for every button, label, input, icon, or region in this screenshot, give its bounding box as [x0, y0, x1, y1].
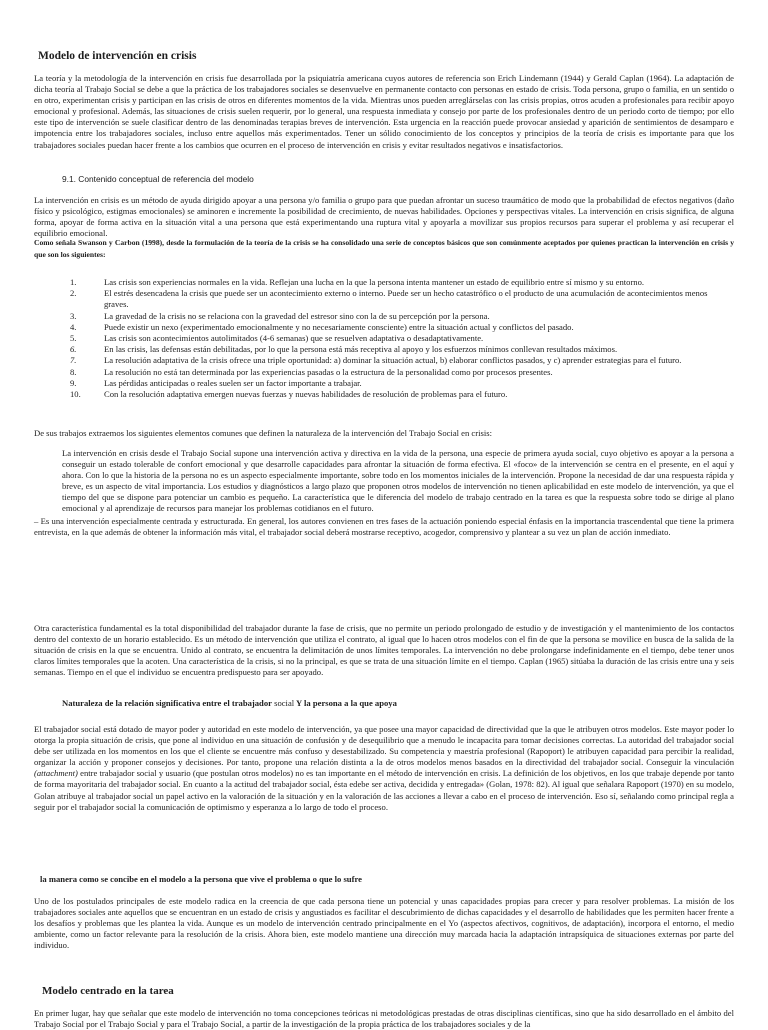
common-elements-paragraph: De sus trabajos extraemos los siguientes elementos comunes que definen la naturaleza de la intervención del Trabajo Social en crisis: — [34, 428, 492, 438]
list-item-number: 5. — [70, 333, 77, 344]
person-paragraph: Uno de los postulados principales de este modelo radica en la creencia de que cada persona tiene un potencial y unas capacidades propias para crecer y para resolver problemas. La misión de los trabajadores sociales ante aquellos que se encuentran en un estado de crisis y angustiados es facilitar el descubrimiento de dichas capacidades y el desarrollo de habilidades que les permiten hacer frente a los desafíos y problemas que les plantea la vida. Aunque es un modelo de intervención centrado principalmente en el Yo (aspectos afectivos, cognitivos, de adaptación), incorpora el entorno, el medio ambiente, como un factor relevante para la resolución de la crisis. Ahora bien, este modelo mantiene una dirección muy marcada hacia la adaptación intrapsíquica de situaciones externas por parte del individuo. — [34, 896, 734, 951]
section-title: Modelo de intervención en crisis — [38, 50, 197, 62]
definition-paragraph: La intervención en crisis es un método de ayuda dirigido apoyar a una persona y/o familia o grupo para que puedan afrontar un suceso traumático de modo que la probabilidad de efectos negativos (daño físico y psicológico, estigmas emocionales) se aminoren e incremente la posibilidad de crecimiento, de nuevas habilidades. Opciones y perspectivas vitales. La intervención en crisis significa, de alguna forma, apoyar de forma activa en la situación vital a una persona que está experimentando una ruptura vital y apoyarla a movilizar sus propios recursos para superar el problema y así recuperar el equilibrio emocional. — [34, 195, 734, 239]
intro-paragraph: La teoría y la metodología de la intervención en crisis fue desarrollada por la psiquiatría americana cuyos autores de referencia son Erich Lindemann (1944) y Gerald Caplan (1964). La adaptación de dicha teoría al Trabajo Social se debe a que la práctica de los trabajadores sociales se desenvuelve en permanente contacto con personas en estado de crisis. Toda persona, grupo o familia, en un sentido o en otro, experimentan crisis y participan en las crisis de otros en diferentes momentos de la vida. Mientras unos pueden arreglárselas con las crisis propias, otros acuden a profesionales para recibir apoyo emocional y profesional. Además, las situaciones de crisis suelen requerir, por lo general, una respuesta inmediata y consejo por parte de los profesionales dentro de un periodo corto de tiempo; por ello este tipo de intervención se suele clasificar dentro de las denominadas terapias breves de intervención. Esta urgencia en la reacción puede provocar ansiedad y aparición de sentimientos de desamparo e impotencia entre los trabajadores sociales, incluso entre aquellos más experimentados. Tener un sólido conocimiento de los conceptos y principios de la teoría de crisis es importante para que los trabajadores sociales puedan hacer frente a los cambios que ocurren en el proceso de intervención en crisis y evitar resultados negativos e insatisfactorios. — [34, 73, 734, 150]
section-title-2: Modelo centrado en la tarea — [42, 985, 174, 997]
list-item-number: 8. — [70, 366, 77, 377]
list-item-text: Las crisis son experiencias normales en la vida. Reflejan una lucha en la que la persona intenta mantener un estado de equilibrio entre sí mismo y su entorno. — [104, 277, 645, 287]
list-item — [34, 389, 734, 400]
list-item — [34, 277, 734, 288]
list-item — [34, 367, 734, 378]
relationship-heading-bold: Naturaleza de la relación significativa entre el trabajador — [62, 698, 272, 708]
list-item-text: En las crisis, las defensas están debilitadas, por lo que la persona está más receptiva al apoyo y los esfuerzos mínimos conllevan resultados máximos. — [104, 344, 618, 355]
list-item-number: 1. — [70, 277, 77, 287]
person-heading: la manera como se concibe en el modelo a la persona que vive el problema o que lo sufre — [40, 874, 362, 884]
relationship-paragraph — [34, 724, 734, 813]
relationship-heading-bold-2: Y la persona a la que apoya — [294, 698, 397, 708]
list-item-number: 7. — [70, 355, 77, 366]
relationship-heading — [62, 698, 397, 708]
relationship-text: El trabajador social está dotado de mayor poder y autoridad en este modelo de intervención, ya que posee una mayor capacidad de directividad que la que le atribuyen otros modelos. Este mayor poder lo otorga la propia situación de crisis, que pone al individuo en una situación de confusión y de desequilibrio que a menudo le incapacita para tomar decisiones correctas. La autoridad del trabajador social debe ser utilizada en los momentos en los que el cliente se encuentre más confuso y desestabilizado. Su competencia y maestría profesional (Rapoport) le atribuyen capacidad para percibir la realidad, organizar la acción y proponer consejos y decisiones. Por tanto, propone una relación distinta a la de otros modelos menos basados en la directividad del trabajador social. Conseguir la vinculación — [34, 724, 734, 768]
list-item — [34, 288, 734, 310]
list-item-text: La gravedad de la crisis no se relaciona con la gravedad del estresor sino con la de su percepción por la persona. — [104, 310, 490, 321]
list-item — [34, 355, 734, 366]
relationship-heading-normal: social — [271, 698, 295, 708]
list-item — [34, 322, 734, 333]
list-item-text: Puede existir un nexo (experimentado emocionalmente y no necesariamente consciente) entre la situación actual y conflictos del pasado. — [104, 321, 574, 332]
list-item-text: La resolución no está tan determinada por las experiencias pasadas o la estructura de la personalidad como por procesos presentes. — [104, 366, 553, 377]
list-item-text: Con la resolución adaptativa emergen nuevas fuerzas y nuevas habilidades de resolución de problemas para el futuro. — [104, 389, 508, 400]
intervention-paragraph: La intervención en crisis desde el Trabajo Social supone una intervención activa y directiva en la vida de la persona, una especie de primera ayuda social, cuyo objetivo es apoyar a la persona a conseguir un estado tolerable de confort emocional y que desarrolle capacidades para afrontar la situación de forma efectiva. El «foco» de la intervención se centra en el presente, en el aquí y ahora. Con lo que la historia de la persona no es un aspecto especialmente importante, sobre todo en los momentos iniciales de la intervención. Propone la necesidad de dar una respuesta rápida y breve, es un aspecto de vital importancia. Los estudios y diagnósticos a largo plazo que proponen otros modelos de intervención no tienen aplicabilidad en este modelo de intervención, ya que el tiempo del que se dispone para potenciar un cambio es pequeño. La característica que le diferencia del modelo de trabajo centrado en la tarea es que la respuesta sobre todo se dirige al plano emocional y al aprendizaje de recursos para manejar los problemas cotidianos en el futuro. — [62, 448, 734, 514]
list-item — [34, 333, 734, 344]
list-item — [34, 311, 734, 322]
task-model-paragraph: En primer lugar, hay que señalar que este modelo de intervención no toma concepciones teóricas ni metodológicas prestadas de otras disciplinas científicas, sino que ha sido desarrollado en el ámbito del Trabajo Social por el Trabajo Social y para el Trabajo Social, a partir de la investigación de la propia práctica de los trabajadores sociales y de la — [34, 1008, 734, 1030]
list-item — [34, 378, 734, 389]
list-item-number: 3. — [70, 310, 77, 321]
list-item-number: 6. — [70, 344, 77, 355]
structured-intervention-paragraph: – Es una intervención especialmente centrada y estructurada. En general, los autores convienen en tres fases de la actuación poniendo especial énfasis en la importancia trascendental que tiene la primera entrevista, en la que además de obtener la información más vital, el trabajador social deberá mostrarse receptivo, acogedor, comprensivo y plantear a su vez un plan de acción inmediato. — [34, 516, 734, 538]
list-item-text: Las pérdidas anticipadas o reales suelen ser un factor importante a trabajar. — [104, 377, 362, 388]
list-item-number: 4. — [70, 321, 77, 332]
concepts-list — [34, 277, 734, 400]
list-item — [34, 344, 734, 355]
relationship-italic-term: (attachment) — [34, 768, 78, 779]
list-item-text: Las crisis son acontecimientos autolimitados (4-6 semanas) que se resuelven adaptativa o desadaptativamente. — [104, 333, 484, 344]
list-item-text: El estrés desencadena la crisis que puede ser un acontecimiento externo o interno. Puede ser un hecho catastrófico o el producto de una acumulación de acontecimientos menos graves. — [104, 288, 708, 310]
availability-paragraph: Otra característica fundamental es la total disponibilidad del trabajador durante la fase de crisis, que no permite un periodo prolongado de estudio y de investigación y el mantenimiento de los contactos dentro del contexto de un horario establecido. Es un método de intervención que utiliza el contrato, al igual que lo hacen otros modelos con el fin de que la persona se movilice en busca de la salida de la situación de crisis en la que se encuentra. Unido al contrato, se encuentra la delimitación de unos límites temporales. La intervención no debe prolongarse indefinidamente en el tiempo, debe tener unos claros límites temporales que la acoten. Una característica de la crisis, si no la principal, es que se trata de una situación límite en el tiempo. Caplan (1965) sitúaba la duración de las crisis entre una y seis semanas. Tiempo en el que el individuo se encuentra predispuesto para ser apoyado. — [34, 623, 734, 678]
concepts-intro-paragraph: Como señala Swanson y Carbon (1998), desde la formulación de la teoría de la crisis se ha consolidado una serie de conceptos básicos que son comúnmente aceptados por quienes practican la intervención en crisis y que son los siguientes: — [34, 238, 734, 259]
list-item-number: 2. — [70, 288, 77, 299]
list-item-number: 9. — [70, 377, 77, 388]
relationship-text-continued: entre trabajador social y usuario (que postulan otros modelos) no es tan importante en el método de intervención en crisis. La definición de los objetivos, en los que trabaje depende por tanto de forma mayoritaria del trabajador social. En cuanto a la actitud del trabajador social, ésta edebe ser activa, decidida y entregada» (Golan, 1978: 82). Al igual que señalara Rapoport (1970) en su modelo, Golan atribuye al trabajador social un papel activo en la valoración de la situación y en la valoración de las acciones a llevar a cabo en el proceso de intervención. Eso sí, señalando como principal regla a seguir por el trabajador social la comunicación de optimismo y esperanza a lo largo de todo el proceso. — [34, 768, 734, 812]
subsection-heading: 9.1. Contenido conceptual de referencia del modelo — [62, 174, 254, 184]
list-item-number: 10. — [70, 389, 81, 400]
list-item-text: La resolución adaptativa de la crisis ofrece una triple oportunidad: a) dominar la situación actual, b) elaborar conflictos pasados, y c) aprender estrategias para el futuro. — [104, 355, 682, 366]
